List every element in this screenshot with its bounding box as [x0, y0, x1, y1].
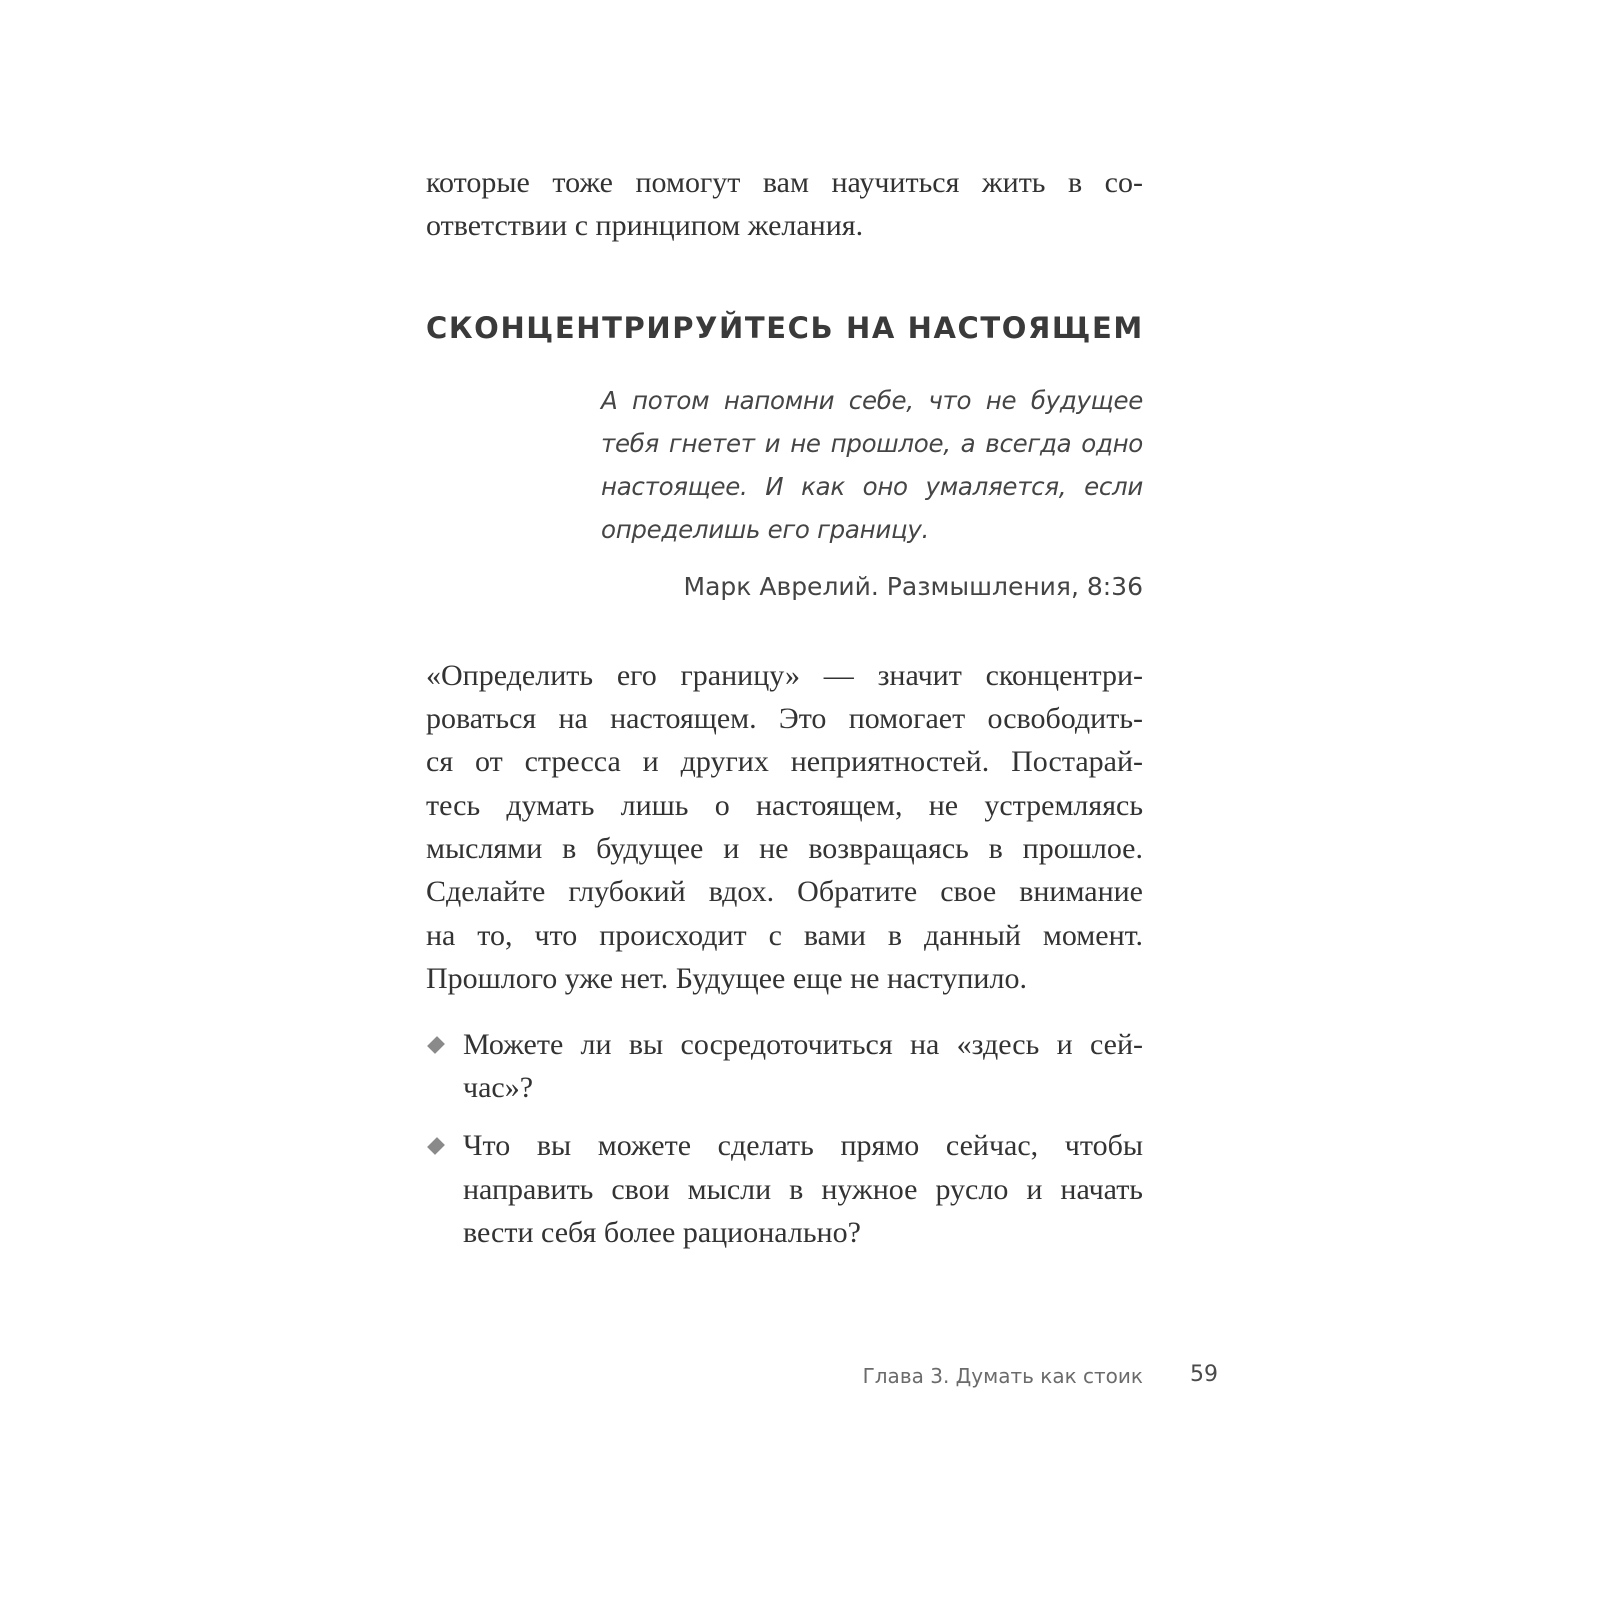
intro-line: которые тоже помогут вам научиться жить в со- — [426, 166, 1143, 199]
diamond-icon — [427, 1137, 445, 1155]
epigraph-line: тебя гнетет и не прошлое, а всегда одно — [601, 429, 1143, 458]
section-heading: СКОНЦЕНТРИРУЙТЕСЬ НА НАСТОЯЩЕМ — [426, 311, 1144, 345]
body-line: Сделайте глубокий вдох. Обратите свое внимание — [426, 875, 1143, 908]
body-line: Прошлого уже нет. Будущее еще не наступило. — [426, 962, 1027, 995]
question-line: Что вы можете сделать прямо сейчас, чтобы — [463, 1129, 1143, 1162]
diamond-icon — [427, 1036, 445, 1054]
epigraph-line: настоящее. И как оно умаляется, если — [601, 472, 1143, 501]
running-footer-chapter: Глава 3. Думать как стоик — [862, 1364, 1143, 1388]
question-line: направить свои мысли в нужное русло и начать — [463, 1173, 1143, 1206]
epigraph-attribution: Марк Аврелий. Размышления, 8:36 — [683, 572, 1143, 601]
body-line: «Определить его границу» — значит сконцентри- — [426, 659, 1143, 692]
question-line: час»? — [463, 1071, 534, 1104]
intro-line: ответствии с принципом желания. — [426, 209, 864, 242]
question-line: вести себя более рационально? — [463, 1216, 861, 1249]
body-line: ся от стресса и других неприятностей. Постарай- — [426, 745, 1143, 778]
epigraph-line: А потом напомни себе, что не будущее — [601, 386, 1143, 415]
epigraph-line: определишь его границу. — [601, 515, 930, 544]
page-number: 59 — [1190, 1362, 1218, 1387]
body-line: тесь думать лишь о настоящем, не устремляясь — [426, 789, 1143, 822]
body-line: роваться на настоящем. Это помогает освободить- — [426, 702, 1143, 735]
body-line: на то, что происходит с вами в данный момент. — [426, 919, 1143, 952]
question-line: Можете ли вы сосредоточиться на «здесь и сей- — [463, 1028, 1143, 1061]
body-line: мыслями в будущее и не возвращаясь в прошлое. — [426, 832, 1143, 865]
